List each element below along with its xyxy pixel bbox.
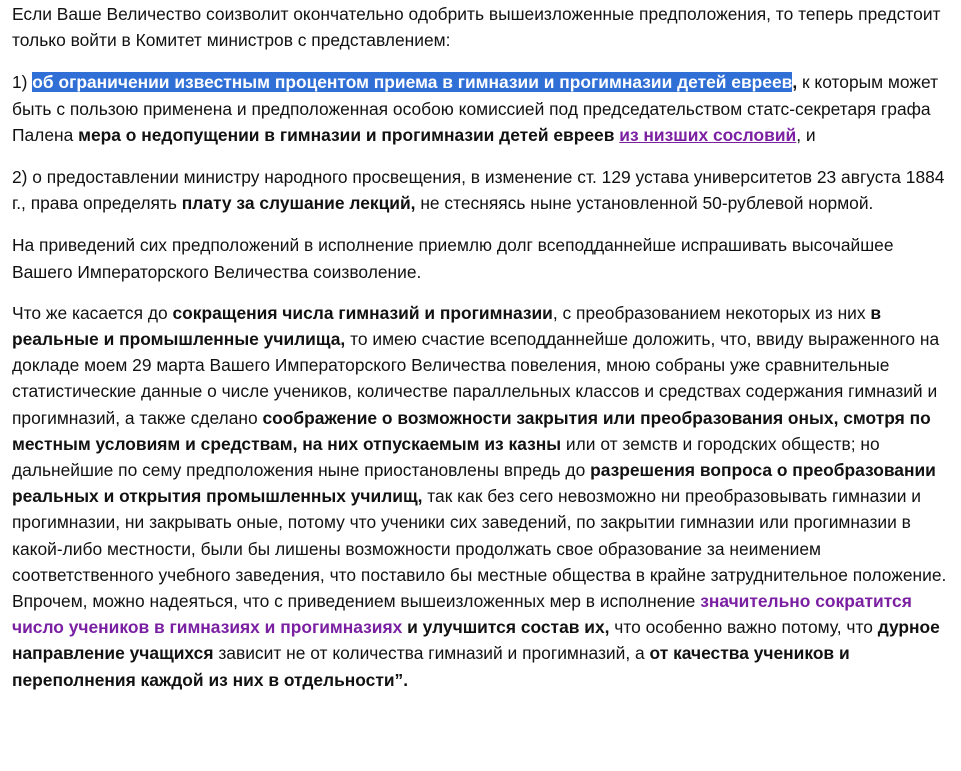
bold-comma: , bbox=[792, 72, 798, 93]
paragraph-item-1 bbox=[12, 69, 949, 148]
text: то имею счастие всеподданнейше доложить, что, ввиду выраженного на докладе моем 29 марта Вашего Императорского Величества повеления, мною собраны уже сравнительные статистические данные о числе учеников, количестве параллельных классов и средствах содержания гимназий и прогимназий, а также сделано bbox=[12, 329, 940, 428]
text: или от земств и городских обществ; но дальнейшие по сему предположения ныне приостановлены впредь до bbox=[12, 433, 880, 481]
bold-text: соображение о возможности закрытия или преобразования оных, смотря по местным условиям и средствам, на них отпускаемым из казны bbox=[12, 407, 931, 454]
selected-text[interactable]: об ограничении известным процентом приема в гимназии и прогимназии детей евреев bbox=[32, 72, 793, 93]
bold-text: мера о недопущении в гимназии и прогимназии детей евреев bbox=[78, 124, 615, 145]
paragraph-intro bbox=[12, 1, 949, 53]
text: Если Ваше Величество соизволит окончательно одобрить вышеизложенные предположения, то теперь предстоит только войти в Комитет министров с представлением: bbox=[12, 4, 941, 51]
bold-text: дурное направление учащихся bbox=[12, 617, 940, 664]
text: зависит не от количества гимназий и прогимназий, а bbox=[213, 643, 650, 664]
bold-text: от качества учеников и переполнения каждой из них в отдельности”. bbox=[12, 643, 850, 690]
text: так как без сего невозможно ни преобразовывать гимназии и прогимназии, ни закрывать оные, потому что ученики сих заведений, по закрытии гимназии или прогимназии в какой-либо местности, были бы лишены возможности продолжать свое образование за неимением соответственного учебного заведения, что поставило бы местные общества в крайне затруднительное положение. Впрочем, можно надеяться, что с приведением вышеизложенных мер в исполнение bbox=[12, 486, 947, 612]
bold-text: плату за слушание лекций, bbox=[181, 193, 416, 214]
bold-text: разрешения вопроса о преобразовании реальных и открытия промышленных училищ, bbox=[12, 460, 936, 507]
text: На приведений сих предположений в исполнение приемлю долг всеподданнейше испрашивать высочайшее Вашего Императорского Величества соизволение. bbox=[12, 235, 894, 282]
paragraph-gymnasiums bbox=[12, 300, 949, 693]
link-lower-classes[interactable]: из низших сословий bbox=[619, 124, 797, 145]
purple-bold-text: значительно сократится число учеников в гимназиях и прогимназиях bbox=[12, 591, 912, 638]
bold-text: сокращения числа гимназий и прогимназии bbox=[172, 302, 553, 323]
bold-text: в реальные и промышленные училища, bbox=[12, 302, 882, 350]
text: , и bbox=[796, 124, 816, 145]
bold-text: и улучшится состав их, bbox=[407, 617, 610, 638]
text: 2) о предоставлении министру народного просвещения, в изменение ст. 129 устава университетов 23 августа 1884 г., права определять bbox=[12, 167, 945, 214]
item-number: 1) bbox=[12, 72, 33, 93]
text: что особенно важно потому, что bbox=[609, 617, 878, 638]
text: , с преобразованием некоторых из них bbox=[552, 302, 871, 323]
text: к которым может быть с пользою применена и предположенная особою комиссией под председательством статс-секретаря графа Палена bbox=[12, 72, 939, 145]
text: не стесняясь ныне установленной 50-рублевой нормой. bbox=[415, 193, 874, 214]
paragraph-request bbox=[12, 232, 949, 284]
text: Что же касается до bbox=[12, 302, 173, 323]
paragraph-item-2 bbox=[12, 164, 949, 216]
